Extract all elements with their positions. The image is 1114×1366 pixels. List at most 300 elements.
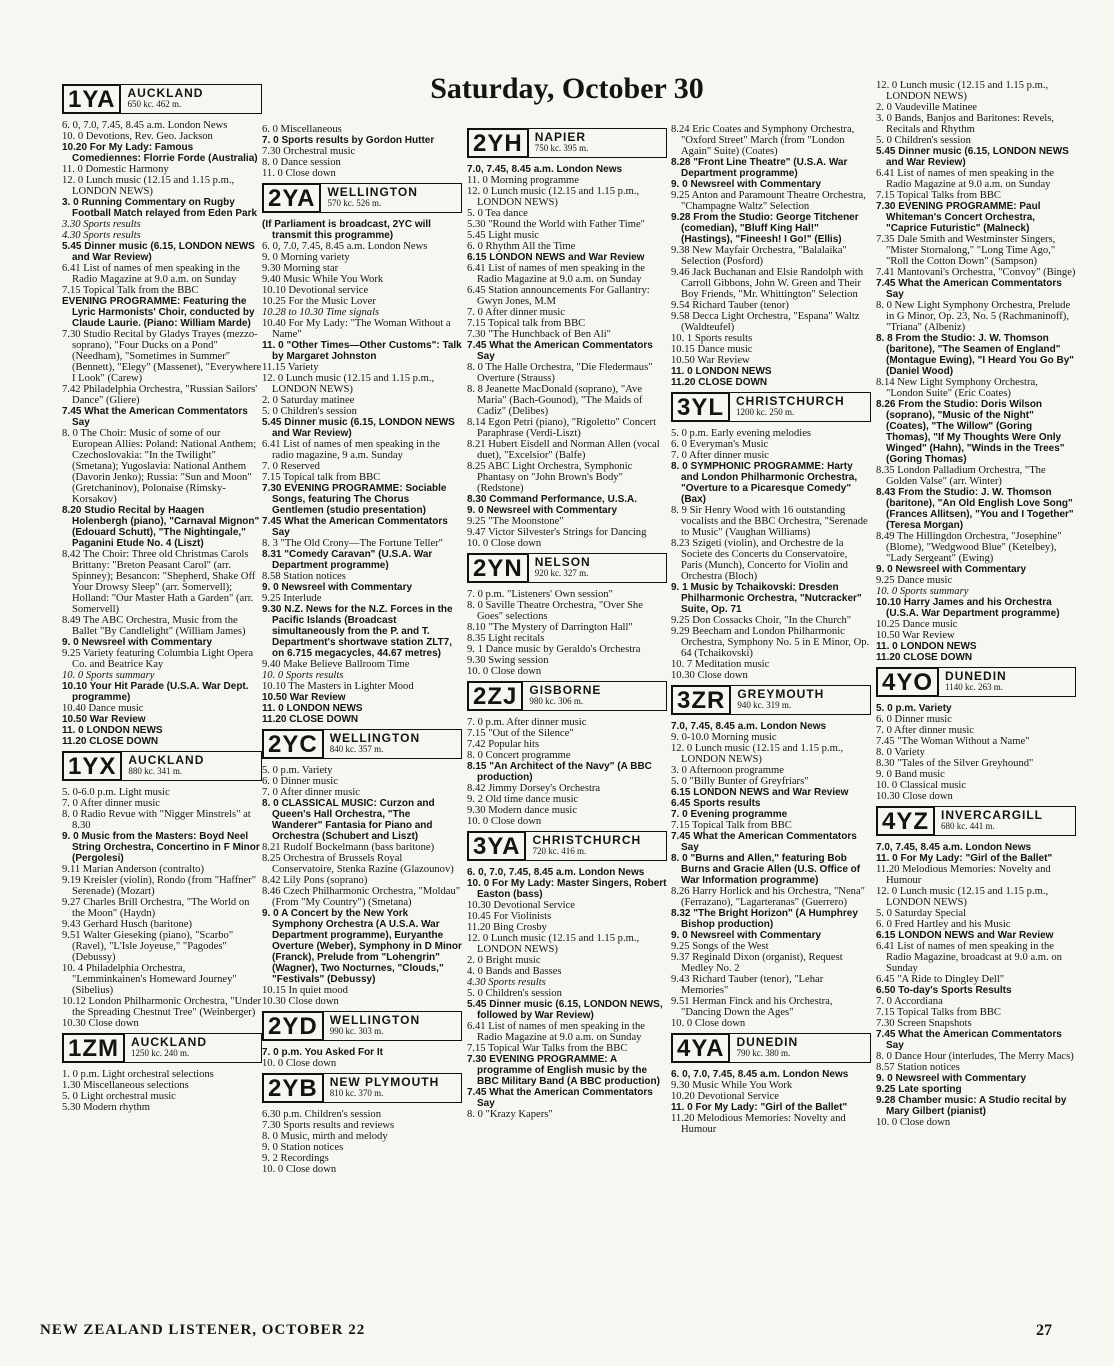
program-entry: 3. 0 Running Commentary on Rugby Football Match relayed from Eden Park bbox=[62, 197, 258, 219]
station-callsign: 4YO bbox=[876, 667, 939, 697]
station-frequency: 920 kc. 327 m. bbox=[534, 568, 589, 578]
program-entry: 8.25 Orchestra of Brussels Royal Conservatoire, Stenka Razine (Glazounov) bbox=[262, 853, 454, 875]
program-entry: 10. 0 Devotions, Rev. Geo. Jackson bbox=[62, 131, 213, 142]
program-entry: 7. 0 p.m. After dinner music bbox=[467, 717, 587, 728]
program-entry: 10.50 War Review bbox=[876, 630, 955, 641]
program-entry: 9. 0 Station notices bbox=[262, 1142, 344, 1153]
program-entry: 11.15 Variety bbox=[262, 362, 319, 373]
program-entry: 9.25 Variety featuring Columbia Light Opera Co. and Beatrice Kay bbox=[62, 648, 254, 670]
program-entry: 10. 1 Sports results bbox=[671, 333, 753, 344]
program-entry: 10. 0 Sports summary bbox=[62, 670, 155, 681]
program-entry: 6.41 List of names of men speaking in the Radio Magazine at 9.0 a.m. on Sunday bbox=[467, 1021, 645, 1043]
station-name: NELSON bbox=[534, 555, 591, 569]
program-entry: 6. 0, 7.0, 7.45, 8.45 a.m. London News bbox=[671, 1069, 849, 1080]
program-entry: 11. 0 Domestic Harmony bbox=[62, 164, 169, 175]
program-entry: 4.30 Sports results bbox=[62, 230, 141, 241]
program-entry: 5. 0 p.m. Variety bbox=[876, 703, 952, 714]
station-header bbox=[467, 128, 667, 158]
program-entry: 10.30 Close down bbox=[671, 670, 748, 681]
program-entry: 8.21 Rudolf Bockelmann (bass baritone) bbox=[262, 842, 435, 853]
program-entry: 8. 8 From the Studio: J. W. Thomson (baritone), "The Seamen of England" (Montague Ewing), "I Heard You Go By" (Daniel Wood) bbox=[876, 333, 1075, 377]
program-entry: 9.51 Walter Gieseking (piano), "Scarbo" (Ravel), "L'Isle Joyeuse," "Pagodes" (Debussy) bbox=[62, 930, 234, 963]
program-entry: 5. 0 "Billy Bunter of Greyfriars" bbox=[671, 776, 809, 787]
program-entry: 9.37 Reginald Dixon (organist), Request Medley No. 2 bbox=[671, 952, 843, 974]
program-entry: 7.45 What the American Commentators Say bbox=[467, 1087, 653, 1109]
program-entry: 7.0, 7.45, 8.45 a.m. London News bbox=[671, 721, 827, 732]
program-entry: 7.45 What the American Commentators Say bbox=[467, 340, 653, 362]
program-entry: 5. 0 Tea dance bbox=[467, 208, 528, 219]
program-entry: 9.30 Swing session bbox=[467, 655, 549, 666]
program-entry: 8.25 ABC Light Orchestra, Symphonic Phantasy on "John Brown's Body" (Redstone) bbox=[467, 461, 633, 494]
station-header bbox=[62, 751, 262, 781]
station-info bbox=[935, 806, 1076, 836]
program-entry: 6. 0 Miscellaneous bbox=[262, 124, 342, 135]
program-entry: 5.30 "Round the World with Father Time" bbox=[467, 219, 645, 230]
program-entry: 8.31 "Comedy Caravan" (U.S.A. War Department programme) bbox=[262, 549, 433, 571]
program-entry: 8. 0 "Burns and Allen," featuring Bob Burns and Gracie Allen (U.S. Office of War Information programme) bbox=[671, 853, 861, 886]
program-entry: 2. 0 Saturday matinee bbox=[262, 395, 355, 406]
station-name: GREYMOUTH bbox=[737, 687, 825, 701]
program-entry: 7.45 What the American Commentators Say bbox=[671, 831, 857, 853]
program-entry: 11. 0 "Other Times—Other Customs": Talk by Margaret Johnston bbox=[262, 340, 462, 362]
program-entry: 9. 1 Music by Tchaikovski: Dresden Philharmonic Orchestra, "Nutcracker" Suite, Op. 71 bbox=[671, 582, 862, 615]
program-entry: 10.40 For My Lady: "The Woman Without a Name" bbox=[262, 318, 451, 340]
program-entry: 3. 0 Bands, Banjos and Baritones: Revels, Recitals and Rhythm bbox=[876, 113, 1055, 135]
program-entry: 9.25 Don Cossacks Choir, "In the Church" bbox=[671, 615, 852, 626]
program-entry: 9. 0 Newsreel with Commentary bbox=[876, 564, 1027, 575]
station-callsign: 2YA bbox=[262, 183, 321, 213]
program-entry: 10. 0 Close down bbox=[262, 1058, 337, 1069]
station-header bbox=[671, 685, 871, 715]
program-entry: 7. 0 After dinner music bbox=[62, 798, 160, 809]
station-header bbox=[262, 729, 462, 759]
program-entry: 7.30 Sports results and reviews bbox=[262, 1120, 395, 1131]
program-entry: 10.30 Devotional Service bbox=[467, 900, 575, 911]
station-callsign: 1ZM bbox=[62, 1033, 125, 1063]
program-entry: 7. 0 Evening programme bbox=[671, 809, 788, 820]
station-info bbox=[526, 831, 667, 861]
program-entry: 7.42 Popular hits bbox=[467, 739, 540, 750]
program-entry: 7.30 Screen Snapshots bbox=[876, 1018, 972, 1029]
program-entry: 8. 0 Dance session bbox=[262, 157, 341, 168]
program-entry: 10. 0 Close down bbox=[467, 816, 542, 827]
program-entry: 9. 2 Old time dance music bbox=[467, 794, 579, 805]
program-entry: 9.38 New Mayfair Orchestra, "Balalaika" Selection (Posford) bbox=[671, 245, 847, 267]
program-entry: 8. 0 Concert programme bbox=[467, 750, 571, 761]
station-info bbox=[939, 667, 1076, 697]
program-entry: 7.45 What the American Commentators Say bbox=[876, 1029, 1062, 1051]
program-entry: 10.25 For the Music Lover bbox=[262, 296, 376, 307]
program-entry: 8.30 "Tales of the Silver Greyhound" bbox=[876, 758, 1034, 769]
program-entry: 8. 0 SYMPHONIC PROGRAMME: Harty and London Philharmonic Orchestra, "Overture to a Picaresque Comedy" (Bax) bbox=[671, 461, 858, 505]
program-entry: 7.30 Orchestral music bbox=[262, 146, 356, 157]
program-entry: 9. 0 A Concert by the New York Symphony Orchestra (A U.S.A. War Department programme), Euryanthe Overture (Weber), Symphony in D Minor (Franck), Prelude from "Lohengrin" (Wagner), Two Nocturnes, "Clouds," "Festivals" (Debussy) bbox=[262, 908, 462, 985]
program-entry: 9.30 Morning star bbox=[262, 263, 339, 274]
page-number: 27 bbox=[1036, 1322, 1052, 1339]
program-entry: 6. 0 Everyman's Music bbox=[671, 439, 769, 450]
program-entry: 10.45 For Violinists bbox=[467, 911, 552, 922]
program-entry: 8. 0 New Light Symphony Orchestra, Prelude in G Minor, Op. 23, No. 5 (Rachmaninoff), "Triana" (Albeniz) bbox=[876, 300, 1071, 333]
program-entry: 8.46 Czech Philharmonic Orchestra, "Moldau" (From "My Country") (Smetana) bbox=[262, 886, 461, 908]
station-name: WELLINGTON bbox=[327, 185, 418, 199]
program-entry: 8.24 Eric Coates and Symphony Orchestra, "Oxford Street" March (from "London Again" Suite) (Coates) bbox=[671, 124, 855, 157]
station-name: WELLINGTON bbox=[329, 731, 421, 745]
station-callsign: 2YC bbox=[262, 729, 324, 759]
program-entry: 9. 0 Music from the Masters: Boyd Neel String Orchestra, Concertino in F Minor (Pergolesi) bbox=[62, 831, 260, 864]
station-frequency: 1250 kc. 240 m. bbox=[131, 1048, 190, 1058]
program-entry: 11. 0 LONDON NEWS bbox=[262, 703, 363, 714]
station-name: AUCKLAND bbox=[131, 1035, 207, 1049]
program-entry: 10.20 Devotional Service bbox=[671, 1091, 779, 1102]
program-entry: 11. 0 For My Lady: "Girl of the Ballet" bbox=[876, 853, 1053, 864]
station-name: NAPIER bbox=[534, 130, 587, 144]
program-entry: 5.30 Modern rhythm bbox=[62, 1102, 150, 1113]
program-entry: 7. 0 After dinner music bbox=[876, 725, 974, 736]
program-entry: 11.20 CLOSE DOWN bbox=[876, 652, 973, 663]
program-entry: 7.0, 7.45, 8.45 a.m. London News bbox=[467, 164, 623, 175]
station-name: CHRISTCHURCH bbox=[532, 833, 642, 847]
program-entry: 9.30 Modern dance music bbox=[467, 805, 578, 816]
program-entry: 8.30 Command Performance, U.S.A. bbox=[467, 494, 638, 505]
program-entry: 6.15 LONDON NEWS and War Review bbox=[876, 930, 1054, 941]
program-entry: 7. 0 Sports results by Gordon Hutter bbox=[262, 135, 435, 146]
program-entry: 8.26 Harry Horlick and his Orchestra, "Nena" (Ferrazano), "Lagarteranas" (Guerrero) bbox=[671, 886, 865, 908]
program-entry: 5. 0 Children's session bbox=[876, 135, 971, 146]
program-entry: 8.32 "The Bright Horizon" (A Humphrey Bishop production) bbox=[671, 908, 858, 930]
station-callsign: 4YZ bbox=[876, 806, 935, 836]
program-entry: 8.20 Studio Recital by Haagen Holenbergh (piano), "Carnaval Mignon" (Edouard Schutt), "The Nightingale," Paganini Etude No. 4 (Liszt) bbox=[62, 505, 260, 549]
program-entry: 12. 0 Lunch music (12.15 and 1.15 p.m., LONDON NEWS) bbox=[262, 373, 435, 395]
program-entry: 9.58 Decca Light Orchestra, "Espana" Waltz (Waldteufel) bbox=[671, 311, 860, 333]
station-callsign: 4YA bbox=[671, 1033, 730, 1063]
program-entry: 10. 0 Close down bbox=[467, 666, 542, 677]
program-entry: 9.25 "The Moonstone" bbox=[467, 516, 564, 527]
program-entry: 9.30 Music While You Work bbox=[671, 1080, 793, 1091]
program-entry: 8. 0 Variety bbox=[876, 747, 925, 758]
program-entry: 10.25 Dance music bbox=[876, 619, 958, 630]
program-entry: 9.19 Kreisler (violin), Rondo (from "Haffner" Serenade) (Mozart) bbox=[62, 875, 257, 897]
program-entry: 11.20 CLOSE DOWN bbox=[62, 736, 159, 747]
program-entry: 11.20 Bing Crosby bbox=[467, 922, 547, 933]
program-entry: 8.42 The Choir: Three old Christmas Carols Brittany: "Breton Peasant Carol" (arr. Spinney); Besancon: "Shepherd, Shake Off Your Drowsy Sleep" (arr. Somervell); Holland: "Our Master Hath a Garden" (arr. Somervell) bbox=[62, 549, 256, 615]
program-entry: 12. 0 Lunch music (12.15 and 1.15 p.m., LONDON NEWS) bbox=[671, 743, 844, 765]
program-entry: 7.15 Topical War Talks from the BBC bbox=[467, 1043, 628, 1054]
station-header bbox=[62, 1033, 262, 1063]
program-entry: 8. 3 "The Old Crony—The Fortune Teller" bbox=[262, 538, 444, 549]
program-entry: 8. 0 Radio Revue with "Nigger Minstrels" at 8.30 bbox=[62, 809, 251, 831]
station-frequency: 680 kc. 441 m. bbox=[941, 821, 995, 831]
program-entry: 8.28 "Front Line Theatre" (U.S.A. War Department programme) bbox=[671, 157, 848, 179]
station-frequency: 980 kc. 306 m. bbox=[529, 696, 584, 706]
program-entry: 10. 7 Meditation music bbox=[671, 659, 770, 670]
program-entry: 8. 0 Saville Theatre Orchestra, "Over She Goes" selections bbox=[467, 600, 643, 622]
program-entry: 7.41 Mantovani's Orchestra, "Convoy" (Binge) bbox=[876, 267, 1076, 278]
program-entry: 9.25 Anton and Paramount Theatre Orchestra, "Champagne Waltz" Selection bbox=[671, 190, 866, 212]
program-entry: 10.10 The Masters in Lighter Mood bbox=[262, 681, 414, 692]
program-entry: 9. 0 Morning variety bbox=[262, 252, 350, 263]
program-entry: 9.54 Richard Tauber (tenor) bbox=[671, 300, 789, 311]
program-entry: 5.45 Dinner music (6.15, LONDON NEWS and War Review) bbox=[876, 146, 1069, 168]
station-header bbox=[671, 1033, 871, 1063]
program-entry: 7.45 What the American Commentators Say bbox=[262, 516, 448, 538]
station-info bbox=[122, 751, 262, 781]
program-entry: 8.42 Jimmy Dorsey's Orchestra bbox=[467, 783, 601, 794]
station-info bbox=[730, 1033, 871, 1063]
program-entry: 6. 0 Dinner music bbox=[876, 714, 952, 725]
program-entry: 6.41 List of names of men speaking in the radio magazine, 9 a.m. Sunday bbox=[262, 439, 440, 461]
program-entry: 7.15 Topical talk from BBC bbox=[467, 318, 586, 329]
program-entry: 10. 0 Sports results bbox=[262, 670, 344, 681]
program-entry: 12. 0 Lunch music (12.15 and 1.15 p.m., LONDON NEWS) bbox=[467, 933, 640, 955]
column-1 bbox=[62, 80, 262, 1320]
program-entry: 12. 0 Lunch music (12.15 and 1.15 p.m., LONDON NEWS) bbox=[62, 175, 235, 197]
program-entry: 8.42 Lily Pons (soprano) bbox=[262, 875, 368, 886]
program-entry: 12. 0 Lunch music (12.15 and 1.15 p.m., LONDON NEWS) bbox=[467, 186, 640, 208]
program-entry: 6. 0, 7.0, 7.45, 8.45 a.m. London News bbox=[262, 241, 428, 252]
program-entry: 8. 0 Dance Hour (interludes, The Merry Macs) bbox=[876, 1051, 1074, 1062]
program-entry: 1. 0 p.m. Light orchestral selections bbox=[62, 1069, 214, 1080]
program-entry: 7.45 What the American Commentators Say bbox=[876, 278, 1062, 300]
program-entry: 8.21 Hubert Eisdell and Norman Allen (vocal duet), "Excelsior" (Balfe) bbox=[467, 439, 660, 461]
program-entry: 2. 0 Bright music bbox=[467, 955, 541, 966]
footer-text: NEW ZEALAND LISTENER, OCTOBER 22 bbox=[40, 1322, 366, 1338]
program-entry: 3.30 Sports results bbox=[62, 219, 141, 230]
program-entry: 9. 0 Newsreel with Commentary bbox=[262, 582, 413, 593]
station-info bbox=[121, 84, 262, 114]
program-entry: 9.25 Interlude bbox=[262, 593, 322, 604]
station-callsign: 3YA bbox=[467, 831, 526, 861]
program-entry: 6.30 p.m. Children's session bbox=[262, 1109, 382, 1120]
station-frequency: 570 kc. 526 m. bbox=[327, 198, 382, 208]
program-entry: 7. 0 Accordiana bbox=[876, 996, 943, 1007]
program-entry: 7. 0 After dinner music bbox=[467, 307, 565, 318]
program-entry: 5. 0-6.0 p.m. Light music bbox=[62, 787, 170, 798]
station-callsign: 1YA bbox=[62, 84, 121, 114]
program-entry: 6.45 Sports results bbox=[671, 798, 761, 809]
program-entry: 10.50 War Review bbox=[262, 692, 346, 703]
program-entry: 5.45 Dinner music (6.15, LONDON NEWS and War Review) bbox=[62, 241, 255, 263]
station-frequency: 790 kc. 380 m. bbox=[736, 1048, 791, 1058]
program-entry: 11.20 Melodious Memories: Novelty and Humour bbox=[876, 864, 1051, 886]
program-entry: 7.35 Dale Smith and Westminster Singers, "Mister Stornalong," "Long Time Ago," "Roll the Cotton Down" (Sampson) bbox=[876, 234, 1056, 267]
program-entry: 8. 0 Music, mirth and melody bbox=[262, 1131, 388, 1142]
program-entry: 9.46 Jack Buchanan and Elsie Randolph with Carroll Gibbons, John W. Green and Their Boy Friends, "Mr. Whittington" Selection bbox=[671, 267, 864, 300]
program-entry: 8.10 "The Mystery of Darrington Hall" bbox=[467, 622, 633, 633]
station-info bbox=[529, 553, 667, 583]
program-entry: 8. 0 "Krazy Kapers" bbox=[467, 1109, 553, 1120]
station-header bbox=[262, 1011, 462, 1041]
program-entry: 12. 0 Lunch music (12.15 and 1.15 p.m., LONDON NEWS) bbox=[876, 886, 1049, 908]
program-entry: 8.15 "An Architect of the Navy" (A BBC production) bbox=[467, 761, 652, 783]
program-entry: 11. 0 LONDON NEWS bbox=[671, 366, 772, 377]
program-entry: 10.15 In quiet mood bbox=[262, 985, 348, 996]
program-entry: 6.45 "A Ride to Dingley Dell" bbox=[876, 974, 1005, 985]
station-frequency: 810 kc. 370 m. bbox=[329, 1088, 384, 1098]
station-header bbox=[671, 392, 871, 422]
station-callsign: 2YN bbox=[467, 553, 529, 583]
program-entry: 8.49 The ABC Orchestra, Music from the Ballet "By Candlelight" (William James) bbox=[62, 615, 246, 637]
program-entry: 9.47 Victor Silvester's Strings for Dancing bbox=[467, 527, 647, 538]
program-entry: 10.30 Close down bbox=[876, 791, 953, 802]
program-entry: 5. 0 Children's session bbox=[262, 406, 357, 417]
station-info bbox=[523, 681, 667, 711]
program-entry: 9.43 Gerhard Husch (baritone) bbox=[62, 919, 193, 930]
program-entry: 10. 0 Close down bbox=[467, 538, 542, 549]
program-entry: 4.30 Sports results bbox=[467, 977, 546, 988]
program-entry: 11.20 Melodious Memories: Novelty and Humour bbox=[671, 1113, 846, 1135]
program-entry: 7.30 "The Hunchback of Ben Ali" bbox=[467, 329, 611, 340]
program-entry: 4. 0 Bands and Basses bbox=[467, 966, 562, 977]
program-entry: 9.29 Beecham and London Philharmonic Orchestra, Symphony No. 5 in E Minor, Op. 64 (Tchaikovski) bbox=[671, 626, 870, 659]
program-entry: 8.14 New Light Symphony Orchestra, "London Suite" (Eric Coates) bbox=[876, 377, 1038, 399]
station-callsign: 3ZR bbox=[671, 685, 731, 715]
station-name: AUCKLAND bbox=[127, 86, 204, 100]
program-entry: 7.30 EVENING PROGRAMME: Sociable Songs, featuring The Chorus Gentlemen (studio presentation) bbox=[262, 483, 447, 516]
column-2 bbox=[262, 124, 462, 1320]
program-entry: 6. 0, 7.0, 7.45, 8.45 a.m. London News bbox=[62, 120, 228, 131]
program-entry: 10.40 Dance music bbox=[62, 703, 144, 714]
program-entry: 11. 0 Close down bbox=[262, 168, 336, 179]
station-info bbox=[321, 183, 462, 213]
program-entry: 7.45 What the American Commentators Say bbox=[62, 406, 248, 428]
station-header bbox=[876, 667, 1076, 697]
station-info bbox=[125, 1033, 262, 1063]
program-entry: 10.10 Harry James and his Orchestra (U.S.A. War Department programme) bbox=[876, 597, 1060, 619]
program-entry: 9.25 Dance music bbox=[876, 575, 953, 586]
program-entry: 3. 0 Afternoon programme bbox=[671, 765, 784, 776]
station-name: DUNEDIN bbox=[736, 1035, 799, 1049]
station-header bbox=[467, 831, 667, 861]
program-entry: 9.28 Chamber music: A Studio recital by Mary Gilbert (pianist) bbox=[876, 1095, 1067, 1117]
program-entry: 7.15 "Out of the Silence" bbox=[467, 728, 574, 739]
program-entry: 5. 0 Light orchestral music bbox=[62, 1091, 176, 1102]
station-frequency: 990 kc. 303 m. bbox=[329, 1026, 384, 1036]
program-entry: 11. 0 LONDON NEWS bbox=[62, 725, 163, 736]
program-entry: 9. 0 Newsreel with Commentary bbox=[876, 1073, 1027, 1084]
program-entry: 5. 0 p.m. Variety bbox=[262, 765, 333, 776]
station-frequency: 880 kc. 341 m. bbox=[128, 766, 183, 776]
program-entry: 9.30 N.Z. News for the N.Z. Forces in the Pacific Islands (Broadcast simultaneously from the P. and T. Department's shortwave station ZLT7, on 6.715 megacycles, 44.67 metres) bbox=[262, 604, 453, 659]
program-entry: 6. 0 Rhythm All the Time bbox=[467, 241, 576, 252]
column-4 bbox=[671, 124, 871, 1320]
station-callsign: 2YB bbox=[262, 1073, 324, 1103]
station-info bbox=[324, 1011, 462, 1041]
program-entry: 10.28 to 10.30 Time signals bbox=[262, 307, 380, 318]
program-entry: 6.50 To-day's Sports Results bbox=[876, 985, 1012, 996]
program-entry: 5.45 Dinner music (6.15, LONDON NEWS and War Review) bbox=[262, 417, 455, 439]
station-frequency: 750 kc. 395 m. bbox=[534, 143, 589, 153]
program-entry: 6.15 LONDON NEWS and War Review bbox=[467, 252, 645, 263]
station-frequency: 650 kc. 462 m. bbox=[127, 99, 182, 109]
left-margin-marks bbox=[0, 0, 10, 1366]
station-callsign: 2YD bbox=[262, 1011, 324, 1041]
station-info bbox=[529, 128, 667, 158]
station-callsign: 2ZJ bbox=[467, 681, 523, 711]
program-entry: 8.57 Station notices bbox=[876, 1062, 960, 1073]
program-entry: 7.30 EVENING PROGRAMME: Paul Whiteman's Concert Orchestra, "Caprice Futuristic" (Malneck) bbox=[876, 201, 1041, 234]
program-entry: 7. 0 p.m. "Listeners' Own session" bbox=[467, 589, 613, 600]
program-entry: 7. 0 Reserved bbox=[262, 461, 320, 472]
station-callsign: 3YL bbox=[671, 392, 730, 422]
program-entry: 10. 0 Close down bbox=[671, 1018, 746, 1029]
station-info bbox=[730, 392, 871, 422]
program-entry: 11.20 CLOSE DOWN bbox=[671, 377, 768, 388]
program-entry: 8.35 Light recitals bbox=[467, 633, 545, 644]
program-entry: 10. 0 For My Lady: Master Singers, Robert Easton (bass) bbox=[467, 878, 667, 900]
program-entry: 8.58 Station notices bbox=[262, 571, 346, 582]
program-entry: 6.15 LONDON NEWS and War Review bbox=[671, 787, 849, 798]
program-entry: 8.35 London Palladium Orchestra, "The Golden Valse" (arr. Winter) bbox=[876, 465, 1046, 487]
program-entry: 10.10 Your Hit Parade (U.S.A. War Dept. programme) bbox=[62, 681, 249, 703]
program-entry: 10. 0 Sports summary bbox=[876, 586, 969, 597]
station-header bbox=[62, 84, 262, 114]
program-entry: 12. 0 Lunch music (12.15 and 1.15 p.m., LONDON NEWS) bbox=[876, 80, 1049, 102]
station-frequency: 1200 kc. 250 m. bbox=[736, 407, 795, 417]
station-info bbox=[731, 685, 871, 715]
program-entry: 10.10 Devotional service bbox=[262, 285, 369, 296]
station-name: CHRISTCHURCH bbox=[736, 394, 845, 408]
program-entry: 5. 0 Children's session bbox=[467, 988, 562, 999]
program-entry: 6. 0, 7.0, 7.45, 8.45 a.m. London News bbox=[467, 867, 645, 878]
program-entry: 9. 0 Newsreel with Commentary bbox=[671, 179, 822, 190]
program-entry: 9. 0 Newsreel with Commentary bbox=[62, 637, 213, 648]
program-entry: 1.30 Miscellaneous selections bbox=[62, 1080, 189, 1091]
program-entry: 9.28 From the Studio: George Titchener (comedian), "Bluff King Hal!" (Hastings), "Fineesh! I Go!" (Ellis) bbox=[671, 212, 859, 245]
program-entry: 11. 0 Morning programme bbox=[467, 175, 579, 186]
program-entry: 7.42 Philadelphia Orchestra, "Russian Sailors' Dance" (Gliere) bbox=[62, 384, 258, 406]
program-entry: 5. 0 Saturday Special bbox=[876, 908, 967, 919]
program-entry: 8.26 From the Studio: Doris Wilson (soprano), "Music of the Night" (Coates), "The Willow" (Goring Thomas), "If My Thoughts Were Only Winged" (Hahn), "Winds in the Trees" (Goring Thomas) bbox=[876, 399, 1065, 465]
program-entry: 10.30 Close down bbox=[262, 996, 339, 1007]
program-entry: EVENING PROGRAMME: Featuring the Lyric Harmonists' Choir, conducted by Claude Laurie. (Piano: William Marde) bbox=[62, 296, 255, 329]
program-entry: 9. 0 Band music bbox=[876, 769, 945, 780]
station-name: WELLINGTON bbox=[329, 1013, 421, 1027]
station-name: NEW PLYMOUTH bbox=[329, 1075, 440, 1089]
program-entry: 7. 0 After dinner music bbox=[262, 787, 360, 798]
program-entry: 7.15 Topical talk from BBC bbox=[262, 472, 381, 483]
program-entry: 7.30 EVENING PROGRAMME: A programme of English music by the BBC Military Band (A BBC production) bbox=[467, 1054, 660, 1087]
station-header bbox=[467, 553, 667, 583]
station-frequency: 840 kc. 357 m. bbox=[329, 744, 384, 754]
program-entry: 6. 0 Dinner music bbox=[262, 776, 338, 787]
program-entry: 9. 0 Newsreel with Commentary bbox=[467, 505, 618, 516]
program-entry: 9.27 Charles Brill Orchestra, "The World on the Moon" (Haydn) bbox=[62, 897, 250, 919]
station-name: INVERCARGILL bbox=[941, 808, 1044, 822]
program-entry: 5. 0 p.m. Early evening melodies bbox=[671, 428, 812, 439]
program-entry: 11.20 CLOSE DOWN bbox=[262, 714, 359, 725]
program-entry: 10.12 London Philharmonic Orchestra, "Under the Spreading Chestnut Tree" (Weinberger) bbox=[62, 996, 262, 1018]
program-entry: 7.30 Studio Recital by Gladys Trayes (mezzo-soprano), "Four Ducks on a Pond" (Needham), "Sometimes in Summer" (Bennett), "Elegy" (Massenet), "Everywhere I Look" (Carew) bbox=[62, 329, 262, 384]
program-entry: 10.50 War Review bbox=[671, 355, 750, 366]
program-entry: 5.45 Dinner music (6.15, LONDON NEWS, followed by War Review) bbox=[467, 999, 663, 1021]
station-name: DUNEDIN bbox=[945, 669, 1007, 683]
program-entry: 9. 2 Recordings bbox=[262, 1153, 329, 1164]
program-entry: 8.14 Egon Petri (piano), "Rigoletto" Concert Paraphrase (Verdi-Liszt) bbox=[467, 417, 657, 439]
program-entry: 2. 0 Vaudeville Matinee bbox=[876, 102, 978, 113]
program-entry: 6.41 List of names of men speaking in the Radio Magazine at 9.0 a.m. on Sunday bbox=[876, 168, 1054, 190]
program-entry: 9. 1 Dance music by Geraldo's Orchestra bbox=[467, 644, 641, 655]
station-header bbox=[262, 183, 462, 213]
program-entry: 7.15 Topical Talks from BBC bbox=[876, 190, 1001, 201]
program-entry: 7.15 Topical Talk from BBC bbox=[671, 820, 792, 831]
station-frequency: 720 kc. 416 m. bbox=[532, 846, 587, 856]
program-entry: 10. 0 Close down bbox=[876, 1117, 951, 1128]
program-entry: 8.49 The Hillingdon Orchestra, "Josephine" (Blome), "Wedgwood Blue" (Ketelbey), "Lady Sergeant" (Ewing) bbox=[876, 531, 1062, 564]
program-entry: 11. 0 For My Lady: "Girl of the Ballet" bbox=[671, 1102, 848, 1113]
station-info bbox=[324, 729, 462, 759]
program-entry: 10. 0 Classical music bbox=[876, 780, 967, 791]
station-header bbox=[467, 681, 667, 711]
